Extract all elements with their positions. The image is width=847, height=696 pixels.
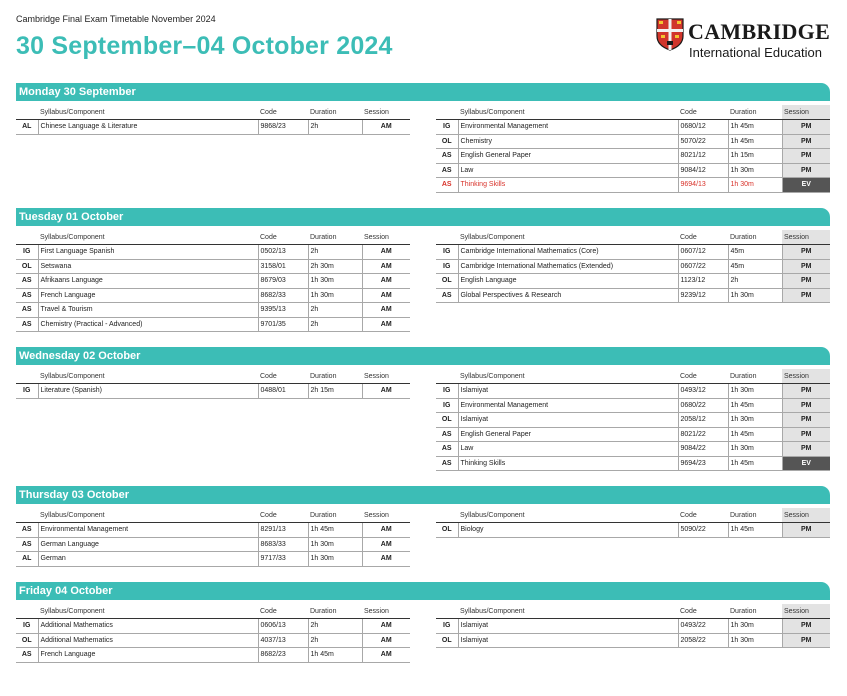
level-badge: IG	[436, 120, 458, 135]
code-header: Code	[258, 105, 308, 120]
level-badge: OL	[436, 134, 458, 149]
exam-session: AM	[362, 523, 410, 538]
syllabus-name: Thinking Skills	[458, 178, 678, 193]
syllabus-code: 9239/12	[678, 288, 728, 303]
exam-session: AM	[362, 648, 410, 663]
syllabus-name: English General Paper	[458, 149, 678, 164]
syllabus-code: 5090/22	[678, 523, 728, 538]
duration-header: Duration	[308, 369, 362, 384]
level-badge: OL	[436, 413, 458, 428]
exam-duration: 1h 45m	[308, 523, 362, 538]
syllabus-code: 1123/12	[678, 274, 728, 289]
syllabus-code: 3158/01	[258, 259, 308, 274]
table-header-row	[436, 604, 830, 619]
syllabus-header: Syllabus/Component	[38, 508, 258, 523]
syllabus-name: Cambridge International Mathematics (Core)	[458, 245, 678, 260]
syllabus-name: Islamiyat	[458, 633, 678, 648]
table-row	[436, 442, 830, 457]
left-exam-table	[16, 369, 410, 399]
level-header	[436, 105, 458, 120]
level-badge: AS	[436, 288, 458, 303]
table-header-row	[436, 369, 830, 384]
syllabus-code: 0606/13	[258, 619, 308, 634]
exam-session: PM	[782, 633, 830, 648]
level-header	[16, 369, 38, 384]
exam-duration: 1h 45m	[728, 398, 782, 413]
right-exam-table	[436, 369, 830, 471]
table-row	[436, 413, 830, 428]
table-row	[436, 134, 830, 149]
code-header: Code	[258, 508, 308, 523]
code-header: Code	[258, 604, 308, 619]
table-header-row	[16, 369, 410, 384]
syllabus-code: 8682/23	[258, 648, 308, 663]
table-row	[16, 619, 410, 634]
duration-header: Duration	[728, 230, 782, 245]
syllabus-name: Cambridge International Mathematics (Extended)	[458, 259, 678, 274]
logo-subtitle: International Education	[689, 45, 822, 60]
syllabus-header: Syllabus/Component	[458, 369, 678, 384]
table-row	[16, 384, 410, 399]
exam-session: AM	[362, 633, 410, 648]
level-header	[16, 508, 38, 523]
syllabus-code: 9694/23	[678, 456, 728, 471]
syllabus-name: Literature (Spanish)	[38, 384, 258, 399]
exam-session: PM	[782, 398, 830, 413]
right-exam-table	[436, 105, 830, 193]
exam-duration: 45m	[728, 259, 782, 274]
exam-session: EV	[782, 456, 830, 471]
syllabus-name: Environmental Management	[458, 398, 678, 413]
syllabus-name: Environmental Management	[38, 523, 258, 538]
exam-session: PM	[782, 149, 830, 164]
table-row	[16, 648, 410, 663]
syllabus-name: French Language	[38, 288, 258, 303]
syllabus-header: Syllabus/Component	[458, 508, 678, 523]
session-header: Session	[782, 105, 830, 120]
day-header: Friday 04 October	[16, 582, 830, 600]
table-header-row	[16, 508, 410, 523]
syllabus-code: 9084/12	[678, 163, 728, 178]
level-badge: AS	[16, 648, 38, 663]
level-badge: AS	[16, 288, 38, 303]
exam-duration: 1h 30m	[728, 178, 782, 193]
duration-header: Duration	[308, 230, 362, 245]
syllabus-name: Chinese Language & Literature	[38, 120, 258, 135]
level-badge: AS	[436, 178, 458, 193]
exam-session: EV	[782, 178, 830, 193]
level-badge: OL	[436, 523, 458, 538]
syllabus-code: 9717/33	[258, 552, 308, 567]
syllabus-code: 8679/03	[258, 274, 308, 289]
syllabus-header: Syllabus/Component	[458, 230, 678, 245]
exam-duration: 1h 30m	[308, 274, 362, 289]
syllabus-name: Travel & Tourism	[38, 303, 258, 318]
day-header: Wednesday 02 October	[16, 347, 830, 365]
day-section	[16, 208, 830, 226]
syllabus-header: Syllabus/Component	[38, 105, 258, 120]
table-row	[436, 259, 830, 274]
syllabus-code: 4037/13	[258, 633, 308, 648]
exam-duration: 1h 30m	[728, 288, 782, 303]
table-row	[16, 245, 410, 260]
left-exam-table	[16, 604, 410, 663]
table-row	[436, 398, 830, 413]
syllabus-name: First Language Spanish	[38, 245, 258, 260]
syllabus-name: Chemistry	[458, 134, 678, 149]
level-badge: IG	[16, 384, 38, 399]
session-header: Session	[782, 508, 830, 523]
table-row	[436, 163, 830, 178]
exam-session: AM	[362, 303, 410, 318]
exam-session: PM	[782, 523, 830, 538]
exam-duration: 1h 45m	[728, 427, 782, 442]
exam-duration: 1h 30m	[728, 413, 782, 428]
syllabus-name: French Language	[38, 648, 258, 663]
exam-session: PM	[782, 413, 830, 428]
duration-header: Duration	[308, 604, 362, 619]
level-badge: AS	[16, 303, 38, 318]
code-header: Code	[678, 508, 728, 523]
left-exam-table	[16, 105, 410, 135]
level-badge: IG	[436, 245, 458, 260]
syllabus-name: Additional Mathematics	[38, 633, 258, 648]
syllabus-name: Environmental Management	[458, 120, 678, 135]
syllabus-code: 0680/22	[678, 398, 728, 413]
syllabus-name: German Language	[38, 537, 258, 552]
right-exam-table	[436, 604, 830, 648]
code-header: Code	[678, 369, 728, 384]
level-badge: AS	[16, 537, 38, 552]
exam-duration: 2h	[728, 274, 782, 289]
table-row	[436, 523, 830, 538]
level-badge: AS	[16, 274, 38, 289]
exam-session: PM	[782, 259, 830, 274]
cambridge-shield-icon	[656, 18, 684, 51]
exam-duration: 1h 30m	[308, 288, 362, 303]
exam-duration: 1h 15m	[728, 149, 782, 164]
table-header-row	[436, 105, 830, 120]
session-header: Session	[782, 604, 830, 619]
table-header-row	[436, 508, 830, 523]
exam-duration: 2h	[308, 245, 362, 260]
duration-header: Duration	[728, 105, 782, 120]
duration-header: Duration	[728, 369, 782, 384]
exam-duration: 1h 45m	[728, 134, 782, 149]
syllabus-code: 0502/13	[258, 245, 308, 260]
table-row	[436, 456, 830, 471]
syllabus-code: 8021/12	[678, 149, 728, 164]
table-header-row	[16, 230, 410, 245]
exam-session: AM	[362, 245, 410, 260]
level-badge: IG	[436, 619, 458, 634]
exam-session: AM	[362, 537, 410, 552]
level-badge: OL	[16, 259, 38, 274]
syllabus-header: Syllabus/Component	[458, 604, 678, 619]
code-header: Code	[258, 369, 308, 384]
exam-duration: 1h 45m	[728, 120, 782, 135]
syllabus-code: 0680/12	[678, 120, 728, 135]
table-row	[16, 259, 410, 274]
table-row	[436, 274, 830, 289]
exam-duration: 1h 30m	[308, 537, 362, 552]
syllabus-code: 0607/12	[678, 245, 728, 260]
code-header: Code	[678, 230, 728, 245]
exam-duration: 1h 30m	[728, 442, 782, 457]
table-row	[436, 178, 830, 193]
syllabus-code: 9701/35	[258, 317, 308, 332]
syllabus-name: German	[38, 552, 258, 567]
syllabus-name: Additional Mathematics	[38, 619, 258, 634]
left-exam-table	[16, 230, 410, 332]
syllabus-code: 2058/22	[678, 633, 728, 648]
syllabus-code: 9395/13	[258, 303, 308, 318]
exam-session: AM	[362, 317, 410, 332]
session-header: Session	[362, 508, 410, 523]
level-badge: AS	[436, 149, 458, 164]
syllabus-code: 9084/22	[678, 442, 728, 457]
level-badge: AS	[436, 163, 458, 178]
level-header	[436, 369, 458, 384]
duration-header: Duration	[728, 604, 782, 619]
level-badge: AS	[436, 456, 458, 471]
duration-header: Duration	[728, 508, 782, 523]
syllabus-name: Islamiyat	[458, 619, 678, 634]
exam-session: PM	[782, 288, 830, 303]
table-row	[436, 149, 830, 164]
table-row	[16, 523, 410, 538]
syllabus-code: 0493/22	[678, 619, 728, 634]
level-badge: AS	[436, 427, 458, 442]
syllabus-name: Afrikaans Language	[38, 274, 258, 289]
exam-duration: 2h	[308, 633, 362, 648]
table-header-row	[436, 230, 830, 245]
exam-session: AM	[362, 274, 410, 289]
syllabus-code: 0488/01	[258, 384, 308, 399]
syllabus-name: Islamiyat	[458, 413, 678, 428]
exam-session: PM	[782, 274, 830, 289]
right-exam-table	[436, 230, 830, 303]
exam-duration: 1h 45m	[728, 523, 782, 538]
code-header: Code	[678, 604, 728, 619]
exam-session: PM	[782, 134, 830, 149]
table-row	[436, 427, 830, 442]
day-section	[16, 582, 830, 600]
syllabus-name: Global Perspectives & Research	[458, 288, 678, 303]
syllabus-code: 8291/13	[258, 523, 308, 538]
level-badge: AS	[16, 523, 38, 538]
exam-duration: 2h	[308, 317, 362, 332]
table-row	[16, 633, 410, 648]
syllabus-name: English General Paper	[458, 427, 678, 442]
level-header	[436, 230, 458, 245]
syllabus-code: 0607/22	[678, 259, 728, 274]
document-label: Cambridge Final Exam Timetable November 2024	[16, 14, 216, 24]
day-header: Tuesday 01 October	[16, 208, 830, 226]
exam-duration: 2h 15m	[308, 384, 362, 399]
syllabus-code: 8682/33	[258, 288, 308, 303]
left-exam-table	[16, 508, 410, 567]
table-row	[436, 245, 830, 260]
exam-duration: 1h 30m	[728, 163, 782, 178]
syllabus-code: 9694/13	[678, 178, 728, 193]
syllabus-name: English Language	[458, 274, 678, 289]
syllabus-code: 8683/33	[258, 537, 308, 552]
table-row	[16, 317, 410, 332]
exam-session: AM	[362, 288, 410, 303]
session-header: Session	[782, 369, 830, 384]
exam-session: AM	[362, 384, 410, 399]
syllabus-name: Law	[458, 163, 678, 178]
syllabus-name: Law	[458, 442, 678, 457]
level-badge: AL	[16, 552, 38, 567]
exam-duration: 1h 45m	[728, 456, 782, 471]
session-header: Session	[362, 369, 410, 384]
level-badge: IG	[436, 259, 458, 274]
session-header: Session	[362, 230, 410, 245]
logo-brand-text: CAMBRIDGE	[688, 19, 831, 44]
exam-session: AM	[362, 552, 410, 567]
table-row	[436, 619, 830, 634]
level-header	[16, 604, 38, 619]
table-row	[16, 552, 410, 567]
syllabus-header: Syllabus/Component	[38, 604, 258, 619]
cambridge-logo	[656, 18, 832, 64]
table-row	[436, 120, 830, 135]
code-header: Code	[258, 230, 308, 245]
level-badge: AL	[16, 120, 38, 135]
syllabus-code: 8021/22	[678, 427, 728, 442]
day-section	[16, 83, 830, 101]
level-badge: AS	[436, 442, 458, 457]
syllabus-header: Syllabus/Component	[38, 230, 258, 245]
level-header	[16, 230, 38, 245]
exam-duration: 1h 30m	[728, 384, 782, 399]
table-row	[16, 274, 410, 289]
exam-session: PM	[782, 384, 830, 399]
exam-session: AM	[362, 619, 410, 634]
table-header-row	[16, 105, 410, 120]
table-row	[436, 288, 830, 303]
syllabus-name: Biology	[458, 523, 678, 538]
table-row	[16, 120, 410, 135]
exam-session: PM	[782, 120, 830, 135]
syllabus-code: 5070/22	[678, 134, 728, 149]
exam-duration: 1h 30m	[728, 633, 782, 648]
exam-duration: 1h 30m	[728, 619, 782, 634]
table-row	[436, 384, 830, 399]
level-badge: IG	[16, 245, 38, 260]
table-row	[436, 633, 830, 648]
syllabus-name: Setswana	[38, 259, 258, 274]
syllabus-header: Syllabus/Component	[38, 369, 258, 384]
session-header: Session	[362, 105, 410, 120]
syllabus-header: Syllabus/Component	[458, 105, 678, 120]
syllabus-code: 2058/12	[678, 413, 728, 428]
exam-duration: 1h 30m	[308, 552, 362, 567]
table-row	[16, 288, 410, 303]
exam-session: PM	[782, 619, 830, 634]
exam-session: PM	[782, 245, 830, 260]
exam-duration: 45m	[728, 245, 782, 260]
day-header: Thursday 03 October	[16, 486, 830, 504]
session-header: Session	[782, 230, 830, 245]
syllabus-code: 9868/23	[258, 120, 308, 135]
session-header: Session	[362, 604, 410, 619]
exam-session: PM	[782, 163, 830, 178]
syllabus-name: Thinking Skills	[458, 456, 678, 471]
duration-header: Duration	[308, 105, 362, 120]
exam-duration: 2h	[308, 303, 362, 318]
code-header: Code	[678, 105, 728, 120]
table-row	[16, 537, 410, 552]
right-exam-table	[436, 508, 830, 538]
syllabus-name: Chemistry (Practical - Advanced)	[38, 317, 258, 332]
day-header: Monday 30 September	[16, 83, 830, 101]
exam-session: PM	[782, 427, 830, 442]
exam-duration: 1h 45m	[308, 648, 362, 663]
level-badge: OL	[16, 633, 38, 648]
level-badge: IG	[436, 398, 458, 413]
table-header-row	[16, 604, 410, 619]
syllabus-code: 0493/12	[678, 384, 728, 399]
exam-session: PM	[782, 442, 830, 457]
table-row	[16, 303, 410, 318]
exam-session: AM	[362, 259, 410, 274]
exam-session: AM	[362, 120, 410, 135]
day-section	[16, 347, 830, 365]
exam-duration: 2h	[308, 120, 362, 135]
level-header	[436, 604, 458, 619]
level-badge: IG	[16, 619, 38, 634]
level-header	[436, 508, 458, 523]
level-badge: AS	[16, 317, 38, 332]
level-badge: OL	[436, 274, 458, 289]
level-header	[16, 105, 38, 120]
duration-header: Duration	[308, 508, 362, 523]
exam-duration: 2h 30m	[308, 259, 362, 274]
level-badge: OL	[436, 633, 458, 648]
day-section	[16, 486, 830, 504]
syllabus-name: Islamiyat	[458, 384, 678, 399]
level-badge: IG	[436, 384, 458, 399]
page-title: 30 September–04 October 2024	[16, 32, 393, 60]
exam-duration: 2h	[308, 619, 362, 634]
